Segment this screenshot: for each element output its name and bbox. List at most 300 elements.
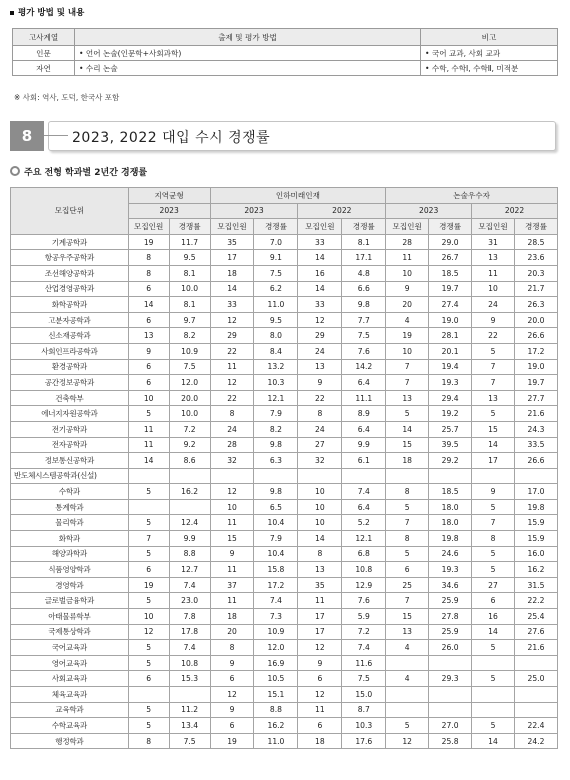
sub-header-rate: 경쟁률 [342,219,386,235]
rate-cell: 9.1 [254,250,298,266]
quota-cell: 24 [210,421,254,437]
quota-cell: 6 [210,718,254,734]
table-row [11,655,558,671]
table-row [11,687,558,703]
sub-header-rate: 경쟁률 [429,219,472,235]
rate-cell: 29.4 [429,390,472,406]
quota-cell: 5 [386,546,429,562]
quota-cell: 5 [128,718,169,734]
year-header: 2023 [210,203,298,219]
quota-cell: 10 [210,499,254,515]
quota-cell: 17 [210,250,254,266]
department-name: 고분자공학과 [11,312,129,328]
quota-cell [210,468,254,484]
quota-cell: 5 [128,702,169,718]
quota-cell: 6 [128,312,169,328]
quota-cell: 10 [298,484,342,500]
department-name: 화학공학과 [11,297,129,313]
rate-cell: 15.3 [169,671,210,687]
sub-header-rate: 경쟁률 [169,219,210,235]
eval-header-note: 비고 [421,29,558,46]
quota-cell: 11 [128,421,169,437]
table-row [11,499,558,515]
rate-cell: 7.8 [169,609,210,625]
unit-header: 모집단위 [11,188,129,235]
quota-cell: 8 [210,406,254,422]
rate-cell: 10.0 [169,281,210,297]
rate-cell: 10.3 [342,718,386,734]
department-name: 해양과학과 [11,546,129,562]
rate-cell: 7.2 [169,421,210,437]
quota-cell: 22 [298,390,342,406]
quota-cell: 8 [386,484,429,500]
rate-cell [429,468,472,484]
table-row [11,577,558,593]
table-row [11,733,558,749]
rate-cell: 15.9 [514,531,557,547]
table-row [11,328,558,344]
quota-cell: 12 [210,687,254,703]
quota-cell: 6 [386,562,429,578]
table-row [11,297,558,313]
quota-cell: 8 [472,531,515,547]
quota-cell [128,499,169,515]
eval-field: 인문 [13,46,75,61]
quota-cell: 12 [298,687,342,703]
rate-cell: 9.8 [342,297,386,313]
rate-cell: 9.5 [169,250,210,266]
quota-cell: 5 [472,343,515,359]
table-row [11,281,558,297]
quota-cell: 31 [472,234,515,250]
quota-cell: 13 [298,359,342,375]
quota-cell: 27 [472,577,515,593]
quota-cell [386,468,429,484]
quota-cell: 27 [298,437,342,453]
quota-cell: 5 [128,484,169,500]
rate-cell: 22.2 [514,593,557,609]
sub-header-rate: 경쟁률 [254,219,298,235]
rate-cell: 29.2 [429,453,472,469]
rate-cell: 6.4 [342,421,386,437]
quota-cell: 6 [298,718,342,734]
quota-cell: 24 [472,297,515,313]
quota-cell: 15 [386,609,429,625]
rate-cell: 26.7 [429,250,472,266]
rate-cell: 8.1 [342,234,386,250]
quota-cell: 33 [298,234,342,250]
rate-cell: 10.4 [254,515,298,531]
quota-cell: 12 [298,312,342,328]
quota-cell: 7 [386,359,429,375]
department-name: 글로벌금융학과 [11,593,129,609]
quota-cell: 11 [386,250,429,266]
table-subheading: 주요 전형 학과별 2년간 경쟁률 [10,165,147,178]
rate-cell: 7.2 [342,624,386,640]
rate-cell: 25.4 [514,609,557,625]
rate-cell: 31.5 [514,577,557,593]
rate-cell: 11.2 [169,702,210,718]
rate-cell: 29.0 [429,234,472,250]
quota-cell: 4 [386,312,429,328]
rate-cell: 7.5 [342,671,386,687]
quota-cell: 10 [298,515,342,531]
department-name: 사회인프라공학과 [11,343,129,359]
rate-cell: 18.5 [429,484,472,500]
rate-cell: 19.2 [429,406,472,422]
rate-cell: 12.1 [342,531,386,547]
rate-cell: 20.1 [429,343,472,359]
quota-cell: 14 [128,453,169,469]
rate-cell: 10.3 [254,375,298,391]
group-header-essay: 논술우수자 [386,188,558,204]
year-header: 2023 [386,203,472,219]
quota-cell [472,468,515,484]
quota-cell: 12 [128,624,169,640]
rate-cell: 25.0 [514,671,557,687]
department-name: 수학과 [11,484,129,500]
footnote: ※ 사회: 역사, 도덕, 한국사 포함 [14,93,120,102]
eval-note: • 국어 교과, 사회 교과 [421,46,558,61]
department-name: 행정학과 [11,733,129,749]
quota-cell: 5 [472,718,515,734]
quota-cell: 5 [128,515,169,531]
rate-cell: 7.6 [342,593,386,609]
rate-cell: 15.1 [254,687,298,703]
quota-cell: 9 [210,655,254,671]
quota-cell: 9 [472,312,515,328]
rate-cell [429,687,472,703]
quota-cell: 33 [298,297,342,313]
quota-cell: 35 [210,234,254,250]
quota-cell: 10 [128,609,169,625]
table-row [11,531,558,547]
quota-cell: 12 [210,375,254,391]
sub-header-quota: 모집인원 [386,219,429,235]
table-row [11,406,558,422]
sub-header-quota: 모집인원 [128,219,169,235]
group-header-future: 인하미래인재 [210,188,386,204]
rate-cell: 34.6 [429,577,472,593]
rate-cell: 17.2 [254,577,298,593]
department-name: 국어교육과 [11,640,129,656]
quota-cell: 6 [128,671,169,687]
quota-cell: 11 [210,515,254,531]
department-name: 전기공학과 [11,421,129,437]
rate-cell: 7.4 [342,484,386,500]
quota-cell: 6 [128,375,169,391]
quota-cell: 19 [128,234,169,250]
department-name: 에너지자원공학과 [11,406,129,422]
rate-cell: 15.0 [342,687,386,703]
rate-cell [254,468,298,484]
year-header: 2022 [298,203,386,219]
rate-cell: 15.8 [254,562,298,578]
rate-cell: 7.6 [342,343,386,359]
quota-cell: 14 [210,281,254,297]
rate-cell: 6.3 [254,453,298,469]
quota-cell [298,468,342,484]
table-row [11,234,558,250]
quota-cell: 9 [298,375,342,391]
banner-connector [44,135,68,136]
eval-header-method: 출제 및 평가 방법 [75,29,421,46]
quota-cell: 12 [210,312,254,328]
rate-cell: 7.5 [342,328,386,344]
quota-cell: 22 [210,390,254,406]
quota-cell: 13 [128,328,169,344]
rate-cell: 28.5 [514,234,557,250]
rate-cell: 7.3 [254,609,298,625]
rate-cell: 17.2 [514,343,557,359]
rate-cell: 17.0 [514,484,557,500]
section-title: 평가 방법 및 내용 [10,6,84,18]
table-row [11,609,558,625]
rate-cell: 6.1 [342,453,386,469]
rate-cell: 10.4 [254,546,298,562]
quota-cell: 14 [472,624,515,640]
quota-cell: 11 [210,359,254,375]
table-row [11,562,558,578]
rate-cell: 26.6 [514,328,557,344]
quota-cell: 5 [386,499,429,515]
quota-cell: 25 [386,577,429,593]
rate-cell: 16.2 [169,484,210,500]
quota-cell: 9 [472,484,515,500]
department-name: 항공우주공학과 [11,250,129,266]
quota-cell: 29 [298,328,342,344]
rate-cell: 16.0 [514,546,557,562]
rate-cell: 22.4 [514,718,557,734]
rate-cell: 10.9 [169,343,210,359]
rate-cell [514,655,557,671]
eval-field: 자연 [13,61,75,76]
rate-cell: 5.9 [342,609,386,625]
department-name: 체육교육과 [11,687,129,703]
rate-cell: 7.9 [254,406,298,422]
table-row [11,390,558,406]
quota-cell: 24 [298,421,342,437]
quota-cell: 4 [386,671,429,687]
rate-cell: 9.7 [169,312,210,328]
rate-cell: 15.9 [514,515,557,531]
quota-cell: 9 [210,546,254,562]
table-row [11,343,558,359]
quota-cell: 5 [472,499,515,515]
quota-cell: 14 [472,733,515,749]
evaluation-row [13,61,558,76]
rate-cell: 8.1 [169,297,210,313]
rate-cell: 8.0 [254,328,298,344]
rate-cell: 8.8 [254,702,298,718]
quota-cell [386,702,429,718]
table-row [11,421,558,437]
rate-cell: 24.3 [514,421,557,437]
quota-cell: 7 [472,359,515,375]
quota-cell: 12 [298,640,342,656]
rate-cell: 5.2 [342,515,386,531]
quota-cell: 11 [472,265,515,281]
quota-cell: 9 [128,343,169,359]
quota-cell: 16 [472,609,515,625]
rate-cell: 11.0 [254,297,298,313]
eval-note: • 수학, 수학Ⅰ, 수학Ⅱ, 미적분 [421,61,558,76]
rate-cell [169,499,210,515]
quota-cell: 9 [386,281,429,297]
table-row [11,437,558,453]
banner-title: 2023, 2022 대입 수시 경쟁률 [72,130,271,146]
eval-header-field: 고사계열 [13,29,75,46]
department-name: 환경공학과 [11,359,129,375]
rate-cell: 26.6 [514,453,557,469]
rate-cell: 19.4 [429,359,472,375]
rate-cell: 9.5 [254,312,298,328]
rate-cell: 9.2 [169,437,210,453]
rate-cell: 25.7 [429,421,472,437]
rate-cell: 7.4 [342,640,386,656]
rate-cell: 17.6 [342,733,386,749]
evaluation-header-row [13,29,558,46]
rate-cell [514,468,557,484]
rate-cell: 6.4 [342,375,386,391]
quota-cell [472,687,515,703]
department-name: 통계학과 [11,499,129,515]
quota-cell: 14 [298,281,342,297]
quota-cell: 7 [386,593,429,609]
rate-cell: 27.7 [514,390,557,406]
quota-cell: 5 [386,718,429,734]
quota-cell: 18 [210,609,254,625]
rate-cell: 29.3 [429,671,472,687]
banner-number: 8 [10,121,44,151]
rate-cell: 16.2 [514,562,557,578]
table-row [11,359,558,375]
quota-cell: 28 [386,234,429,250]
rate-cell: 7.5 [254,265,298,281]
rate-cell: 8.7 [342,702,386,718]
quota-cell: 5 [128,593,169,609]
quota-cell: 7 [386,515,429,531]
quota-cell: 5 [128,640,169,656]
rate-cell: 6.5 [254,499,298,515]
rate-cell: 7.7 [342,312,386,328]
rate-cell: 6.2 [254,281,298,297]
rate-cell: 19.7 [514,375,557,391]
quota-cell [386,655,429,671]
quota-cell: 15 [472,421,515,437]
rate-cell: 27.4 [429,297,472,313]
rate-cell: 11.6 [342,655,386,671]
quota-cell: 13 [298,562,342,578]
table-row [11,453,558,469]
rate-cell: 8.9 [342,406,386,422]
table-row [11,468,558,484]
rate-cell: 14.2 [342,359,386,375]
rate-cell: 39.5 [429,437,472,453]
rate-cell: 16.9 [254,655,298,671]
rate-cell: 8.2 [254,421,298,437]
table-row [11,546,558,562]
quota-cell: 5 [472,546,515,562]
rate-cell: 26.0 [429,640,472,656]
eval-method: • 언어 논술(인문학+사회과학) [75,46,421,61]
rate-cell: 7.5 [169,733,210,749]
department-name: 공간정보공학과 [11,375,129,391]
rate-cell: 6.8 [342,546,386,562]
section-banner [10,121,546,151]
department-name: 경영학과 [11,577,129,593]
quota-cell: 17 [472,453,515,469]
quota-cell: 19 [128,577,169,593]
quota-cell: 19 [210,733,254,749]
rate-cell [514,702,557,718]
quota-cell: 32 [298,453,342,469]
quota-cell: 20 [210,624,254,640]
quota-cell: 6 [128,281,169,297]
quota-cell: 10 [386,343,429,359]
quota-cell: 16 [298,265,342,281]
quota-cell: 18 [386,453,429,469]
quota-cell: 11 [298,702,342,718]
rate-cell: 19.7 [429,281,472,297]
department-name: 아태물류학부 [11,609,129,625]
rate-cell: 7.9 [254,531,298,547]
quota-cell: 15 [210,531,254,547]
quota-cell: 7 [386,375,429,391]
department-name: 반도체시스템공학과(신설) [11,468,129,484]
quota-cell: 6 [128,359,169,375]
rate-cell: 18.0 [429,515,472,531]
table-row [11,593,558,609]
quota-cell: 37 [210,577,254,593]
quota-cell: 13 [386,390,429,406]
quota-cell: 6 [128,562,169,578]
rate-cell: 26.3 [514,297,557,313]
rate-cell: 25.9 [429,593,472,609]
quota-cell: 11 [298,593,342,609]
quota-cell: 13 [472,390,515,406]
rate-cell: 8.8 [169,546,210,562]
quota-cell: 8 [210,640,254,656]
rate-cell: 9.9 [342,437,386,453]
rate-cell: 27.0 [429,718,472,734]
quota-cell: 5 [128,546,169,562]
table-row [11,250,558,266]
year-header: 2022 [472,203,558,219]
rate-cell: 27.6 [514,624,557,640]
rate-cell [342,468,386,484]
sub-header-rate: 경쟁률 [514,219,557,235]
department-name: 사회교육과 [11,671,129,687]
rate-cell: 6.4 [342,499,386,515]
sub-header-quota: 모집인원 [298,219,342,235]
rate-cell: 33.5 [514,437,557,453]
quota-cell: 19 [386,328,429,344]
quota-cell [472,655,515,671]
quota-cell: 17 [298,609,342,625]
rate-cell [169,468,210,484]
quota-cell: 11 [210,562,254,578]
rate-cell: 7.4 [169,577,210,593]
department-name: 조선해양공학과 [11,265,129,281]
quota-cell [128,468,169,484]
rate-cell: 12.1 [254,390,298,406]
group-header-row [11,188,558,204]
rate-cell: 23.0 [169,593,210,609]
rate-cell: 19.3 [429,562,472,578]
eval-method: • 수리 논술 [75,61,421,76]
rate-cell: 10.9 [254,624,298,640]
